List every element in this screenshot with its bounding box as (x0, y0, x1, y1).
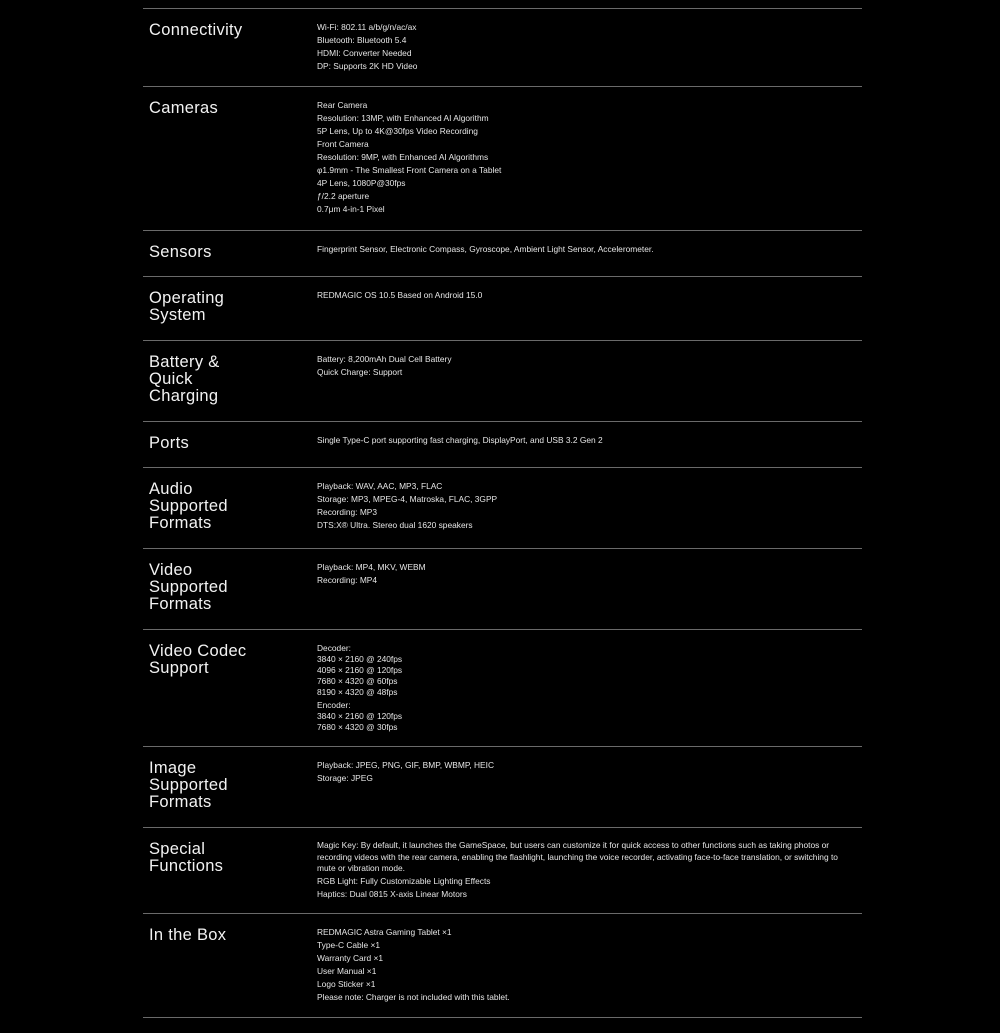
spec-value-line: Please note: Charger is not included with this tablet. (317, 992, 510, 1002)
spec-label (149, 760, 228, 811)
spec-row (143, 341, 862, 422)
spec-value-line: Resolution: 13MP, with Enhanced AI Algorithm (317, 113, 489, 123)
spec-value-line: Wi-Fi: 802.11 a/b/g/n/ac/ax (317, 22, 417, 32)
spec-label-line: Formats (149, 793, 212, 811)
spec-value-line: Encoder: (317, 700, 351, 710)
spec-row (143, 277, 862, 341)
spec-label (149, 22, 242, 39)
spec-label (149, 244, 212, 261)
spec-label-line: Video (149, 561, 193, 579)
spec-row (143, 9, 862, 87)
spec-value-line: φ1.9mm - The Smallest Front Camera on a Tablet (317, 165, 502, 175)
spec-table (143, 8, 862, 1018)
spec-value-line: Logo Sticker ×1 (317, 979, 376, 989)
spec-row (143, 468, 862, 549)
spec-value (317, 99, 852, 216)
spec-label (149, 435, 189, 452)
spec-label-line: In the Box (149, 926, 227, 944)
spec-value-line: 3840 × 2160 @ 120fps (317, 711, 403, 721)
spec-value-line: User Manual ×1 (317, 966, 377, 976)
spec-value (317, 289, 852, 302)
spec-label (149, 481, 228, 532)
spec-value-line: 3840 × 2160 @ 240fps (317, 654, 403, 664)
spec-label (149, 562, 228, 613)
spec-value-line: Resolution: 9MP, with Enhanced AI Algorithms (317, 152, 489, 162)
spec-value-line: Type-C Cable ×1 (317, 940, 381, 950)
spec-row (143, 422, 862, 468)
spec-row (143, 828, 862, 914)
spec-row (143, 549, 862, 630)
spec-value (317, 353, 852, 379)
spec-label (149, 354, 220, 405)
spec-value-line: Battery: 8,200mAh Dual Cell Battery (317, 354, 452, 364)
spec-row (143, 231, 862, 277)
spec-label-line: Supported (149, 497, 228, 515)
spec-label-line: Cameras (149, 99, 219, 117)
spec-label-line: Quick (149, 370, 193, 388)
spec-value-line: RGB Light: Fully Customizable Lighting Effects (317, 876, 491, 886)
spec-label-line: Supported (149, 578, 228, 596)
spec-label (149, 927, 226, 944)
spec-value (317, 840, 852, 902)
spec-value-line: Magic Key: By default, it launches the GameSpace, but users can customize it for quick access to other functions such as taking photos or recording videos with the rear camera, enabling the flashlight, launching the voice recorder, activating face-to-face translation, or switching to mute or vibration mode. (317, 840, 838, 873)
spec-label-line: Formats (149, 595, 212, 613)
spec-row (143, 87, 862, 231)
spec-label (149, 643, 246, 677)
spec-label-line: Functions (149, 857, 224, 875)
spec-value-line: 4P Lens, 1080P@30fps (317, 178, 406, 188)
spec-value-line: Recording: MP3 (317, 507, 378, 517)
spec-value (317, 21, 852, 73)
spec-value-line: Fingerprint Sensor, Electronic Compass, Gyroscope, Ambient Light Sensor, Accelerometer. (317, 244, 654, 254)
spec-value (317, 643, 852, 733)
spec-label-line: Sensors (149, 243, 212, 261)
spec-label (149, 100, 218, 117)
spec-label-line: Video Codec (149, 642, 247, 660)
spec-label-line: Support (149, 659, 209, 677)
spec-label-line: Supported (149, 776, 228, 794)
spec-value-line: Playback: MP4, MKV, WEBM (317, 562, 426, 572)
spec-value-line: Single Type-C port supporting fast charging, DisplayPort, and USB 3.2 Gen 2 (317, 435, 603, 445)
spec-value-line: Playback: JPEG, PNG, GIF, BMP, WBMP, HEIC (317, 760, 495, 770)
spec-value-line: 7680 × 4320 @ 60fps (317, 676, 398, 686)
spec-row (143, 747, 862, 828)
spec-value-line: Warranty Card ×1 (317, 953, 384, 963)
spec-row (143, 630, 862, 747)
spec-value-line: REDMAGIC OS 10.5 Based on Android 15.0 (317, 290, 483, 300)
spec-value-line: Rear Camera (317, 100, 368, 110)
spec-value-line: HDMI: Converter Needed (317, 48, 412, 58)
spec-value-line: REDMAGIC Astra Gaming Tablet ×1 (317, 927, 452, 937)
spec-label (149, 841, 223, 875)
spec-value-line: 7680 × 4320 @ 30fps (317, 722, 398, 732)
spec-value-line: Haptics: Dual 0815 X-axis Linear Motors (317, 889, 467, 899)
spec-value-line: Storage: MP3, MPEG-4, Matroska, FLAC, 3GPP (317, 494, 498, 504)
spec-label-line: Audio (149, 480, 193, 498)
spec-value-line: 5P Lens, Up to 4K@30fps Video Recording (317, 126, 478, 136)
spec-label-line: System (149, 306, 206, 324)
spec-value-line: Bluetooth: Bluetooth 5.4 (317, 35, 407, 45)
spec-value (317, 434, 852, 447)
spec-label-line: Operating (149, 289, 225, 307)
spec-value-line: Playback: WAV, AAC, MP3, FLAC (317, 481, 443, 491)
spec-value-line: DP: Supports 2K HD Video (317, 61, 418, 71)
spec-value (317, 243, 852, 256)
spec-value-line: 0.7μm 4-in-1 Pixel (317, 204, 385, 214)
spec-value-line: Front Camera (317, 139, 369, 149)
spec-label-line: Ports (149, 434, 190, 452)
spec-value-line: Quick Charge: Support (317, 367, 403, 377)
spec-label-line: Connectivity (149, 21, 243, 39)
spec-label-line: Special (149, 840, 206, 858)
spec-value-line: ƒ/2.2 aperture (317, 191, 370, 201)
spec-label-line: Image (149, 759, 197, 777)
spec-value (317, 759, 852, 785)
spec-value-line: 4096 × 2160 @ 120fps (317, 665, 403, 675)
spec-label-line: Formats (149, 514, 212, 532)
spec-value-line: 8190 × 4320 @ 48fps (317, 687, 398, 697)
spec-value (317, 480, 852, 532)
spec-value (317, 561, 852, 587)
spec-row (143, 914, 862, 1018)
spec-value-line: DTS:X® Ultra. Stereo dual 1620 speakers (317, 520, 473, 530)
spec-label (149, 290, 224, 324)
spec-label-line: Charging (149, 387, 219, 405)
spec-value-line: Recording: MP4 (317, 575, 378, 585)
spec-value (317, 926, 852, 1004)
spec-value-line: Decoder: (317, 643, 351, 653)
spec-label-line: Battery & (149, 353, 220, 371)
spec-value-line: Storage: JPEG (317, 773, 373, 783)
